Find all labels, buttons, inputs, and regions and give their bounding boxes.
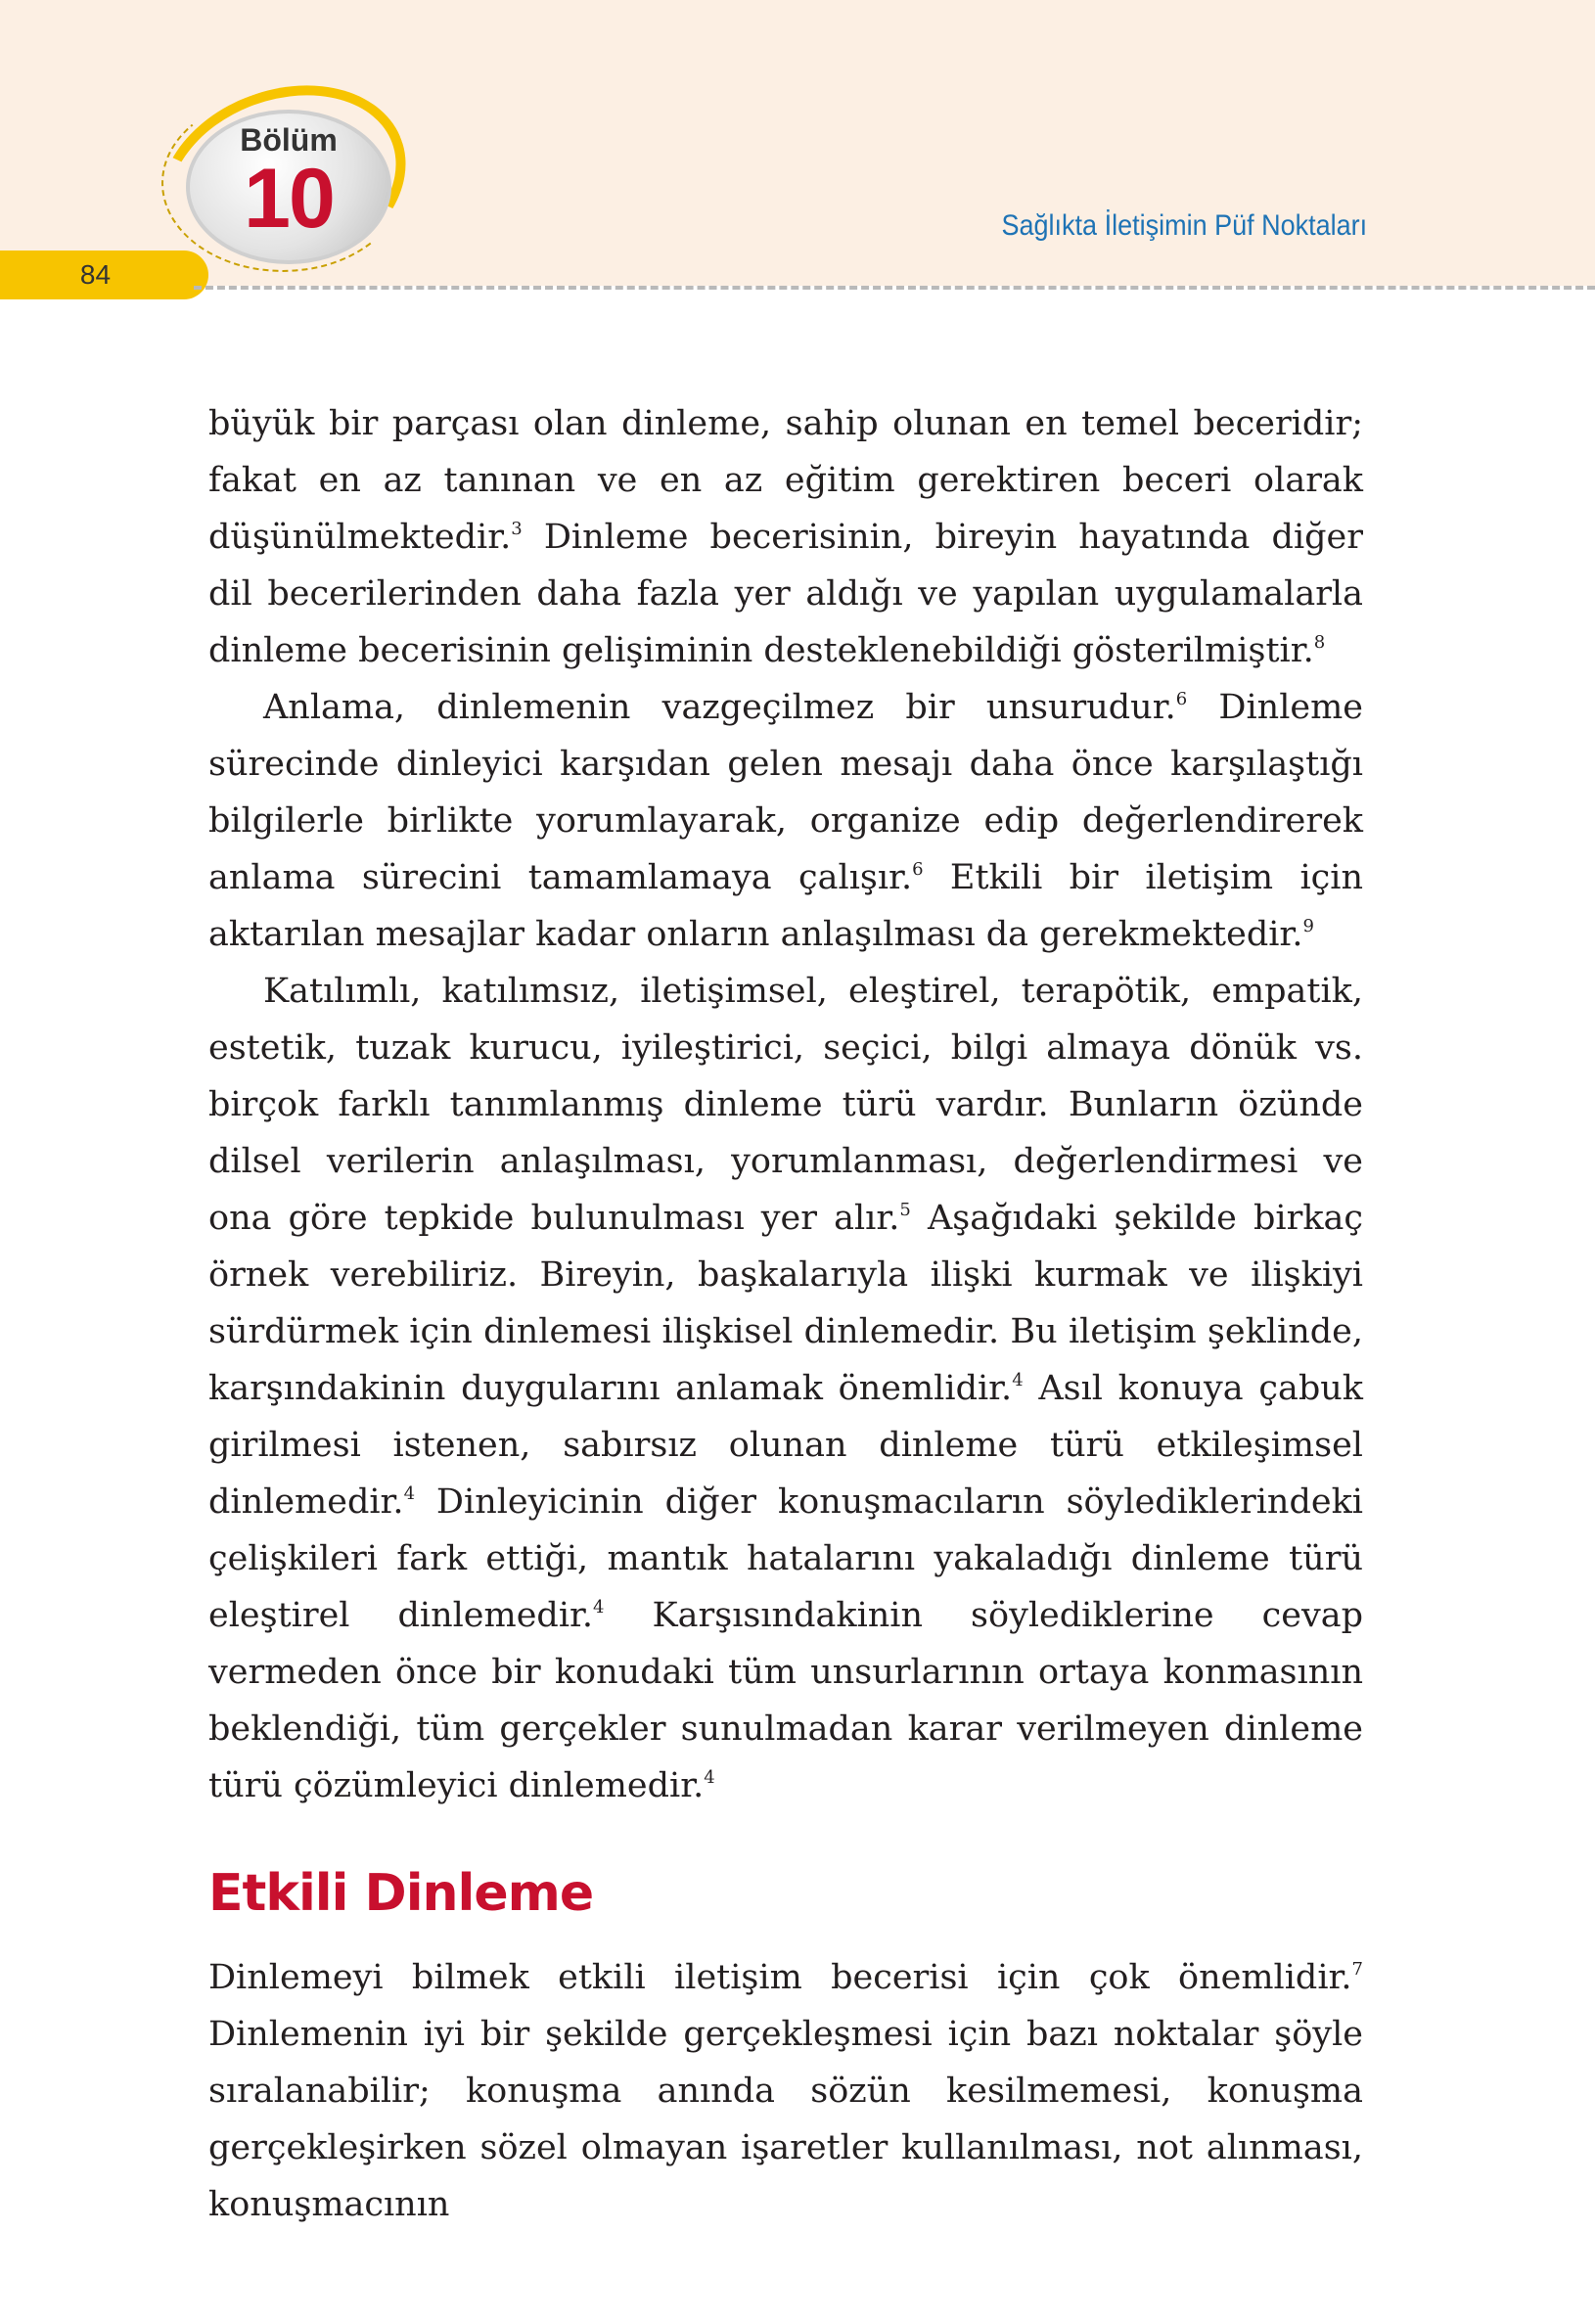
citation: 6 [1175,689,1188,709]
paragraph-text: Dinlemeyi bilmek etkili iletişim becerisi için çok önemlidir. [208,1958,1352,1997]
page-content [208,395,1363,2233]
paragraph-4 [208,1949,1363,2233]
citation: 4 [704,1767,715,1788]
citation: 3 [511,519,523,539]
header-divider [194,286,1595,290]
paragraph-text: Aşağıdaki şekilde birkaç örnek verebiliriz. Bireyin, başkalarıyla ilişki kurmak ve ilişkiyi sürdürmek için dinlemesi ilişkisel dinlemedir. Bu iletişim şeklinde, karşındakinin duygularını anlamak önemlidir. [208,1199,1363,1408]
running-title: Sağlıkta İletişimin Püf Noktaları [1001,209,1367,242]
citation: 5 [899,1200,911,1220]
paragraph-1 [208,395,1363,679]
paragraph-text: Dinleme sürecinde dinleyici karşıdan gelen mesajı daha önce karşılaştığı bilgilerle birlikte yorumlayarak, organize edip değerlendirerek anlama sürecini tamamlamaya çalışır. [208,688,1364,897]
citation: 8 [1313,632,1326,653]
page-number: 84 [79,259,112,290]
paragraph-text: büyük bir parçası olan dinleme, sahip olunan en temel beceridir; fakat en az tanınan ve en az eğitim gerektiren beceri olarak düşünülmektedir. [208,404,1363,557]
citation: 6 [912,859,924,880]
paragraph-text: Karşısındakinin söylediklerine cevap vermeden önce bir konudaki tüm unsurlarının ortaya konmasının beklendiği, tüm gerçekler sunulmadan karar verilmeyen dinleme türü çözümleyici dinlemedir. [208,1596,1364,1805]
paragraph-text: Asıl konuya çabuk girilmesi istenen, sabırsız olunan dinleme türü etkileşimsel dinlemedir. [208,1369,1363,1522]
chapter-label: Bölüm [240,122,338,158]
citation: 9 [1302,916,1314,936]
chapter-number: 10 [244,152,334,246]
paragraph-text: Dinlemenin iyi bir şekilde gerçekleşmesi için bazı noktalar şöyle sıralanabilir; konuşma anında sözün kesilmemesi, konuşma gerçekleşirken sözel olmayan işaretler kullanılması, not alınması, konuşmacının [208,2015,1363,2224]
section-heading: Etkili Dinleme [208,1864,594,1923]
paragraph-text: Dinleyicinin diğer konuşmacıların söylediklerindeki çelişkileri fark ettiği, mantık hatalarını yakaladığı dinleme türü eleştirel dinlemedir. [208,1482,1363,1635]
citation: 7 [1351,1959,1363,1980]
paragraph-text: Dinleme becerisinin, bireyin hayatında diğer dil becerilerinden daha fazla yer aldığı ve yapılan uygulamalarla dinleme becerisinin gelişiminin desteklenebildiği gösterilmiştir. [208,518,1363,670]
paragraph-text: Etkili bir iletişim için aktarılan mesajlar kadar onların anlaşılması da gerekmektedir. [208,858,1363,954]
citation: 4 [1012,1370,1024,1390]
paragraph-text: Katılımlı, katılımsız, iletişimsel, eleştirel, terapötik, empatik, estetik, tuzak kurucu, iyileştirici, seçici, bilgi almaya dönük vs. birçok farklı tanımlanmış dinleme türü vardır. Bunların özünde dilsel verilerin anlaşılması, yorumlanması, değerlendirmesi ve ona göre tepkide bulunulması yer alır. [208,972,1363,1238]
paragraph-text: Anlama, dinlemenin vazgeçilmez bir unsurudur. [263,688,1176,727]
paragraph-2 [208,679,1363,963]
citation: 4 [593,1597,605,1618]
citation: 4 [403,1483,416,1504]
paragraph-3 [208,963,1363,1814]
